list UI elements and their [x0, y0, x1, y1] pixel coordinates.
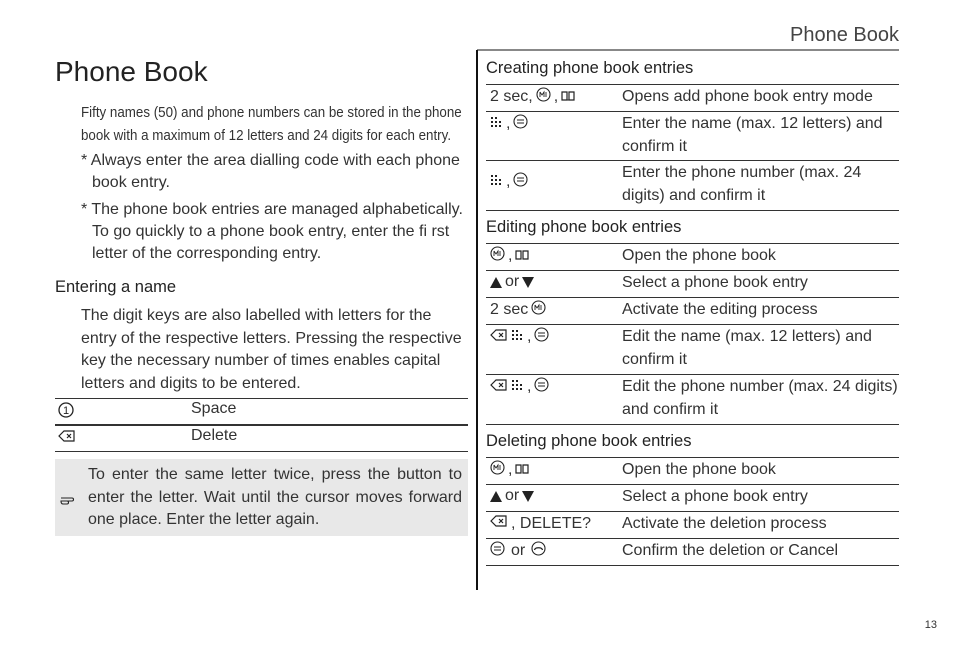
- key-separator: ,: [553, 88, 559, 105]
- creating-row-open: [486, 84, 899, 111]
- menu-key-icon: [490, 246, 505, 266]
- menu-key-icon: [531, 300, 546, 320]
- key-separator: ,: [506, 173, 511, 190]
- key-separator: ,: [527, 328, 532, 345]
- row-desc: Select a phone book entry: [622, 274, 808, 291]
- entering-heading: Entering a name: [55, 278, 177, 296]
- table-rule: [486, 424, 899, 425]
- row-desc: Activate the editing process: [622, 301, 818, 318]
- key-separator: ,: [508, 247, 513, 264]
- row-desc: Edit the name (max. 12 letters) and confirm it: [622, 328, 872, 368]
- delete-key-icon: [490, 328, 508, 347]
- key-separator: or: [505, 273, 520, 290]
- delete-key-icon: [490, 378, 508, 397]
- deleting-row-open: [486, 457, 899, 484]
- deleting-row-select: [486, 484, 899, 511]
- column-divider: [476, 50, 478, 590]
- ok-key-icon: [534, 327, 549, 347]
- page-number: 13: [924, 619, 937, 631]
- editing-heading: Editing phone book entries: [486, 218, 682, 236]
- row-desc: Activate the deletion process: [622, 515, 827, 532]
- key-text: 2 sec,: [490, 88, 533, 105]
- keypad-icon: [490, 173, 503, 191]
- table-rule: [486, 210, 899, 211]
- key-combo: [490, 246, 529, 266]
- row-desc: Enter the name (max. 12 letters) and confirm it: [622, 115, 883, 155]
- creating-heading: Creating phone book entries: [486, 59, 694, 77]
- menu-key-icon: [536, 87, 551, 107]
- deleting-heading: Deleting phone book entries: [486, 432, 692, 450]
- row-desc: Confirm the deletion or Cancel: [622, 542, 839, 559]
- table-rule: [486, 565, 899, 566]
- book-icon: [515, 247, 529, 265]
- up-arrow-icon: [490, 491, 502, 502]
- key-separator: ,: [508, 461, 513, 478]
- key-separator: or: [511, 542, 526, 559]
- running-head-title: Phone Book: [790, 24, 899, 46]
- editing-table: [486, 243, 899, 427]
- key-combo: [490, 541, 546, 561]
- key-combo: [490, 273, 534, 291]
- row-desc: Opens add phone book entry mode: [622, 88, 873, 105]
- key-combo: [490, 377, 549, 397]
- hang-up-icon: [531, 541, 546, 561]
- pointing-hand-icon: [60, 492, 78, 510]
- entering-paragraph: The digit keys are also labelled with letters for the entry of the respective letters. Pressing the respective key the necessary number of times enables capital letters and digits to be entered.: [81, 307, 462, 392]
- row-desc: Select a phone book entry: [622, 488, 808, 505]
- delete-key-icon: [490, 514, 508, 533]
- deleting-table: [486, 457, 899, 567]
- keypad-icon: [511, 378, 524, 396]
- keypad-icon: [511, 328, 524, 346]
- row-desc: Open the phone book: [622, 247, 776, 264]
- down-arrow-icon: [522, 491, 534, 502]
- bullet-area-code: * Always enter the area dialling code with each phone book entry.: [81, 152, 460, 191]
- key-text: , DELETE?: [511, 514, 592, 532]
- svg-text:1: 1: [62, 405, 70, 417]
- ok-key-icon: [534, 377, 549, 397]
- ok-key-icon: [490, 541, 505, 561]
- deleting-row-activate: [486, 511, 899, 538]
- creating-row-number: [486, 160, 899, 210]
- key-combo: [490, 460, 529, 480]
- key-1-icon: [58, 402, 74, 423]
- row-desc: Enter the phone number (max. 24 digits) and confirm it: [622, 164, 862, 204]
- book-icon: [515, 461, 529, 479]
- editing-row-number: [486, 374, 899, 424]
- key-combo: [490, 514, 591, 533]
- key-combo: [490, 487, 534, 505]
- row-desc: Edit the phone number (max. 24 digits) and confirm it: [622, 378, 898, 418]
- bullet-alphabetical: * The phone book entries are managed alphabetically. To go quickly to a phone book entry, enter the fi rst letter of the corresponding entry.: [81, 201, 463, 262]
- key-desc: Delete: [191, 427, 238, 444]
- key-desc: Space: [191, 400, 237, 417]
- page-title: Phone Book: [55, 56, 208, 87]
- ok-key-icon: [513, 172, 528, 192]
- creating-table: [486, 84, 899, 212]
- deleting-row-confirm: [486, 538, 899, 565]
- keypad-icon: [490, 115, 503, 133]
- key-row-delete: [55, 425, 468, 451]
- menu-key-icon: [490, 460, 505, 480]
- key-separator: or: [505, 487, 520, 504]
- key-combo: [490, 327, 549, 347]
- creating-row-name: [486, 111, 899, 160]
- key-combo: [490, 300, 546, 320]
- note-box: [55, 459, 468, 536]
- intro-paragraph: Fifty names (50) and phone numbers can be stored in the phone book with a maximum of 12 letters and 24 digits for each entry.: [81, 104, 462, 144]
- key-row-space: [55, 398, 468, 424]
- key-text: 2 sec: [490, 301, 529, 318]
- editing-row-name: [486, 324, 899, 374]
- key-combo: [490, 114, 528, 134]
- ok-key-icon: [513, 114, 528, 134]
- key-combo: [490, 87, 575, 107]
- note-text: To enter the same letter twice, press the button to enter the letter. Wait until the cursor moves forward one place. Enter the letter again.: [88, 466, 462, 528]
- row-desc: Open the phone book: [622, 461, 776, 478]
- delete-key-icon: [58, 429, 76, 448]
- up-arrow-icon: [490, 277, 502, 288]
- key-separator: ,: [506, 115, 511, 132]
- editing-row-open: [486, 243, 899, 270]
- down-arrow-icon: [522, 277, 534, 288]
- table-rule: [55, 451, 468, 452]
- key-separator: ,: [527, 378, 532, 395]
- editing-row-activate: [486, 297, 899, 324]
- book-icon: [561, 88, 575, 106]
- editing-row-select: [486, 270, 899, 297]
- key-combo: [490, 172, 528, 192]
- header-rule: [477, 49, 899, 51]
